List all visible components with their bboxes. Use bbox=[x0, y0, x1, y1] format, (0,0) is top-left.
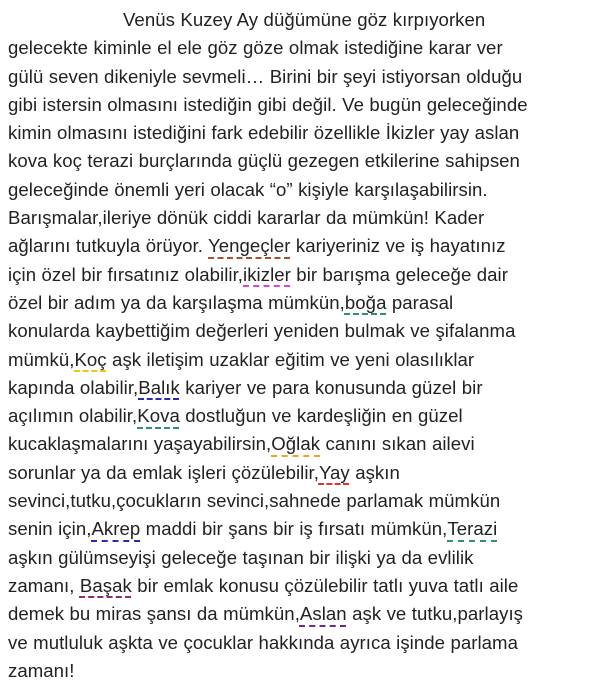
text-segment: kimin olmasını istediğini fark edebilir özellikle İkizler yay aslan bbox=[8, 122, 520, 144]
text-line bbox=[8, 572, 590, 600]
text-line bbox=[8, 119, 590, 147]
text-segment: için özel bir fırsatınız olabilir, bbox=[8, 263, 244, 285]
text-line bbox=[8, 261, 590, 289]
underlined-sign-name: Yay bbox=[318, 461, 350, 483]
text-line bbox=[8, 515, 590, 543]
text-segment: kova koç terazi burçlarında güçlü gezegen etkilerine sahipsen bbox=[8, 150, 520, 172]
text-segment: gelecekte kiminle el ele göz göze olmak istediğine karar ver bbox=[8, 37, 503, 59]
underlined-sign-name: Koç bbox=[74, 348, 107, 370]
text-segment: kariyeriniz ve iş hayatınız bbox=[290, 235, 506, 257]
text-segment: aşkın gülümseyişi geleceğe taşınan bir ilişki ya da evlilik bbox=[8, 546, 474, 568]
text-segment: canını sıkan ailevi bbox=[320, 433, 475, 455]
text-segment: mümkü, bbox=[8, 348, 75, 370]
text-segment: demek bu miras şansı da mümkün, bbox=[8, 603, 300, 625]
text-segment: kapında olabilir, bbox=[8, 376, 139, 398]
text-line bbox=[8, 317, 590, 345]
text-line bbox=[8, 402, 590, 430]
text-line bbox=[8, 544, 590, 572]
underlined-sign-name: Başak bbox=[79, 574, 132, 596]
text-line bbox=[8, 459, 590, 487]
text-line bbox=[8, 204, 590, 232]
text-line bbox=[8, 600, 590, 628]
text-line bbox=[8, 346, 590, 374]
text-segment: maddi bir şans bir iş fırsatı mümkün, bbox=[140, 518, 448, 540]
text-segment: ağlarını tutkuyla örüyor. bbox=[8, 235, 209, 257]
underlined-sign-name: Aslan bbox=[299, 603, 347, 625]
text-segment: özel bir adım ya da karşılaşma mümkün, bbox=[8, 291, 345, 313]
text-segment: aşk ve tutku,parlayış bbox=[346, 603, 524, 625]
text-line bbox=[8, 374, 590, 402]
text-segment: aşk iletişim uzaklar eğitim ve yeni olasılıklar bbox=[106, 348, 475, 370]
text-line bbox=[8, 63, 590, 91]
underlined-sign-name: Oğlak bbox=[271, 433, 321, 455]
text-segment: parasal bbox=[386, 291, 454, 313]
underlined-sign-name: Yengeçler bbox=[208, 235, 291, 257]
text-segment: sorunlar ya da emlak işleri çözülebilir, bbox=[8, 461, 319, 483]
text-line bbox=[8, 232, 590, 260]
text-line bbox=[8, 629, 590, 657]
text-segment: bir emlak konusu çözülebilir tatlı yuva tatlı aile bbox=[131, 574, 519, 596]
underlined-sign-name: Balık bbox=[138, 376, 180, 398]
text-segment: zamanı, bbox=[8, 574, 80, 596]
text-line bbox=[8, 289, 590, 317]
underlined-sign-name: ikizler bbox=[243, 263, 291, 285]
text-segment: zamanı! bbox=[8, 659, 75, 681]
text-segment: sevinci,tutku,çocukların sevinci,sahnede parlamak mümkün bbox=[8, 490, 501, 512]
text-segment: açılımın olabilir, bbox=[8, 405, 138, 427]
text-segment: kucaklaşmalarını yaşayabilirsin, bbox=[8, 433, 272, 455]
text-segment: dostluğun ve kardeşliğin en güzel bbox=[179, 405, 463, 427]
text-line bbox=[8, 147, 590, 175]
text-segment: gülü seven dikeniyle sevmeli… Birini bir şeyi istiyorsan olduğu bbox=[8, 65, 523, 87]
text-segment: aşkın bbox=[349, 461, 400, 483]
text-line bbox=[8, 34, 590, 62]
underlined-sign-name: Kova bbox=[137, 405, 180, 427]
text-line bbox=[8, 430, 590, 458]
text-segment: Venüs Kuzey Ay düğümüne göz kırpıyorken bbox=[123, 9, 486, 30]
text-line bbox=[8, 657, 590, 685]
underlined-sign-name: Akrep bbox=[91, 518, 141, 540]
text-line bbox=[8, 91, 590, 119]
text-segment: konularda kaybettiğim değerleri yeniden bulmak ve şifalanma bbox=[8, 320, 516, 342]
text-segment: Barışmalar,ileriye dönük ciddi kararlar da mümkün! Kader bbox=[8, 207, 485, 229]
text-line bbox=[8, 6, 590, 34]
text-segment: senin için, bbox=[8, 518, 92, 540]
text-segment: kariyer ve para konusunda güzel bir bbox=[179, 376, 483, 398]
document-body bbox=[8, 6, 590, 685]
text-segment: geleceğinde önemli yeri olacak “o” kişiyle karşılaşabilirsin. bbox=[8, 178, 488, 200]
underlined-sign-name: boğa bbox=[344, 291, 387, 313]
text-segment: gibi istersin olmasını istediğin gibi değil. Ve bugün geleceğinde bbox=[8, 93, 528, 115]
text-line bbox=[8, 176, 590, 204]
underlined-sign-name: Terazi bbox=[447, 518, 498, 540]
text-line bbox=[8, 487, 590, 515]
text-segment: ve mutluluk aşkta ve çocuklar hakkında ayrıca işinde parlama bbox=[8, 631, 518, 653]
text-segment: bir barışma geleceğe dair bbox=[290, 263, 508, 285]
